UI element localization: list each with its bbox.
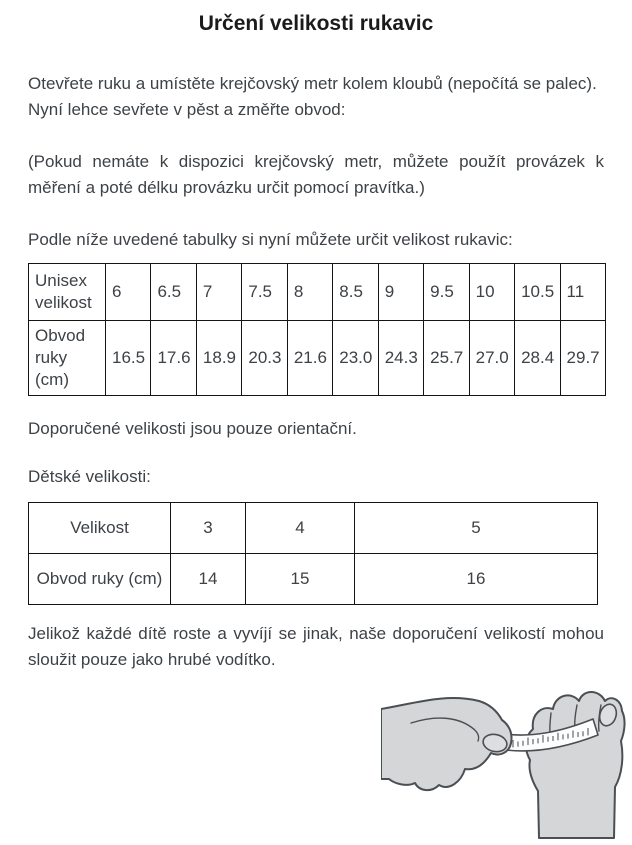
size-value-cell: 10 bbox=[469, 264, 514, 321]
size-value-cell: 7 bbox=[196, 264, 241, 321]
unisex-size-table bbox=[28, 263, 606, 396]
kids-size-value-cell: 5 bbox=[355, 503, 598, 554]
table-intro-text: Podle níže uvedené tabulky si nyní můžete určit velikost rukavic: bbox=[28, 230, 513, 249]
kids-circumference-value-cell: 14 bbox=[171, 554, 246, 605]
circumference-value-cell: 29.7 bbox=[560, 321, 605, 396]
size-value-cell: 8.5 bbox=[333, 264, 378, 321]
row-header-unisex-size: Unisex velikost bbox=[29, 264, 106, 321]
kids-sizes-heading: Dětské velikosti: bbox=[28, 467, 151, 486]
intro-paragraph-line2: Nyní lehce sevřete v pěst a změřte obvod: bbox=[28, 100, 346, 119]
row-header-kids-size: Velikost bbox=[29, 503, 171, 554]
table-row bbox=[29, 503, 598, 554]
sizes-disclaimer-text: Doporučené velikosti jsou pouze orientační. bbox=[28, 419, 357, 438]
row-header-kids-circumference: Obvod ruky (cm) bbox=[29, 554, 171, 605]
circumference-value-cell: 28.4 bbox=[515, 321, 560, 396]
kids-circumference-value-cell: 16 bbox=[355, 554, 598, 605]
table-row bbox=[29, 264, 606, 321]
hands-tape-measure-icon bbox=[381, 687, 626, 839]
table-row bbox=[29, 554, 598, 605]
size-value-cell: 8 bbox=[287, 264, 332, 321]
size-value-cell: 11 bbox=[560, 264, 605, 321]
circumference-value-cell: 16.5 bbox=[106, 321, 151, 396]
kids-size-value-cell: 3 bbox=[171, 503, 246, 554]
kids-disclaimer-text: Jelikož každé dítě roste a vyvíjí se jinak, naše doporučení velikostí mohou sloužit pouze jako hrubé vodítko. bbox=[28, 624, 604, 669]
size-value-cell: 6 bbox=[106, 264, 151, 321]
row-header-hand-circumference: Obvod ruky (cm) bbox=[29, 321, 106, 396]
hand-measurement-illustration bbox=[381, 687, 626, 839]
size-value-cell: 7.5 bbox=[242, 264, 287, 321]
kids-circumference-value-cell: 15 bbox=[246, 554, 355, 605]
size-value-cell: 9 bbox=[378, 264, 423, 321]
intro-paragraph-line1: Otevřete ruku a umístěte krejčovský metr kolem kloubů (nepočítá se palec). bbox=[28, 74, 597, 93]
kids-size-value-cell: 4 bbox=[246, 503, 355, 554]
glove-sizing-document bbox=[0, 10, 632, 845]
circumference-value-cell: 24.3 bbox=[378, 321, 423, 396]
table-row bbox=[29, 321, 606, 396]
circumference-value-cell: 18.9 bbox=[196, 321, 241, 396]
size-value-cell: 10.5 bbox=[515, 264, 560, 321]
page-title: Určení velikosti rukavic bbox=[198, 12, 434, 35]
circumference-value-cell: 27.0 bbox=[469, 321, 514, 396]
circumference-value-cell: 23.0 bbox=[333, 321, 378, 396]
kids-size-table bbox=[28, 502, 598, 605]
circumference-value-cell: 17.6 bbox=[151, 321, 196, 396]
circumference-value-cell: 20.3 bbox=[242, 321, 287, 396]
circumference-value-cell: 25.7 bbox=[424, 321, 469, 396]
string-alternative-note: (Pokud nemáte k dispozici krejčovský metr, můžete použít provázek k měření a poté délku provázku určit pomocí pravítka.) bbox=[28, 152, 604, 197]
size-value-cell: 6.5 bbox=[151, 264, 196, 321]
size-value-cell: 9.5 bbox=[424, 264, 469, 321]
circumference-value-cell: 21.6 bbox=[287, 321, 332, 396]
